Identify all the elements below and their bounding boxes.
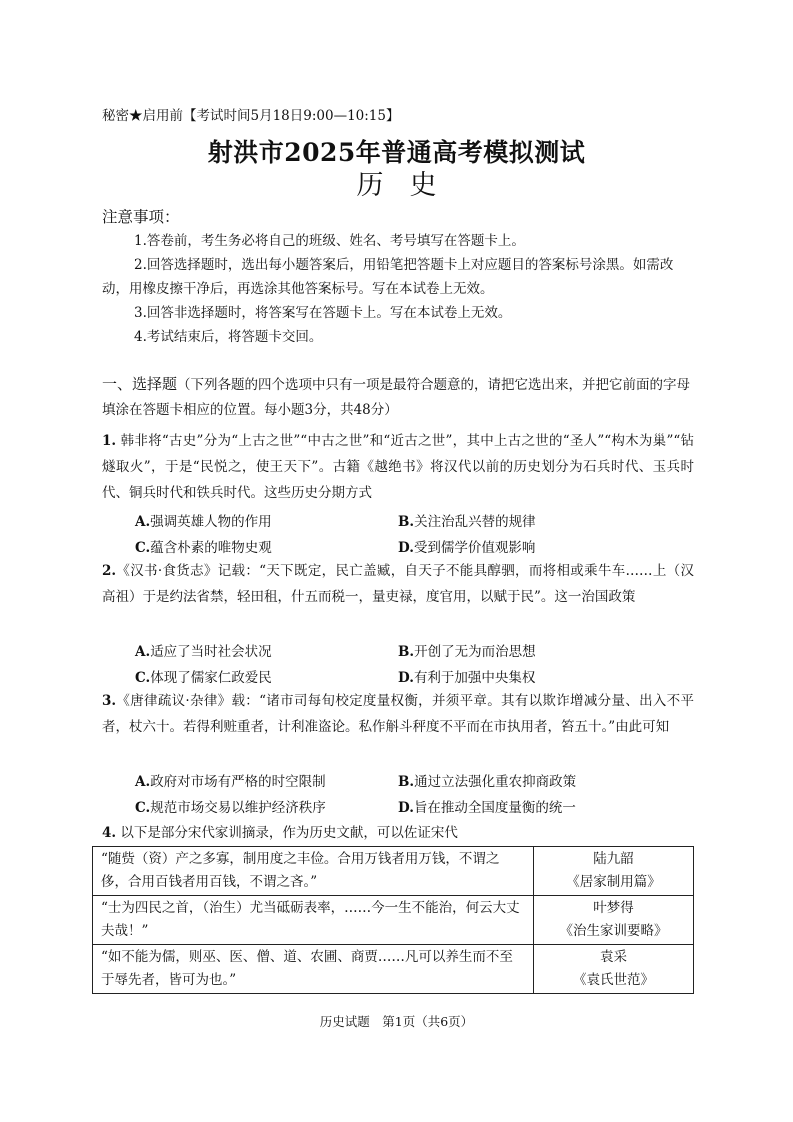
q3-option-b [398, 770, 576, 790]
section-1-instruction: （下列各题的四个选项中只有一项是最符合题意的，请把它选出来，并把它前面的字母填涂在答题卡相应的位置。每小题3分，共48分） [102, 377, 691, 418]
option-text: 旨在推动全国度量衡的统一 [413, 800, 576, 816]
option-letter: C. [135, 670, 151, 686]
quote-cell: “随赀（资）产之多寡，制用度之丰俭。合用万钱者用万钱，不谓之侈，合用百钱者用百钱，不谓之吝。” [93, 847, 534, 896]
question-3 [102, 688, 694, 740]
option-text: 通过立法强化重农抑商政策 [414, 774, 577, 790]
option-letter: A. [135, 774, 151, 790]
option-text: 关注治乱兴替的规律 [414, 514, 536, 530]
option-letter: B. [398, 514, 415, 530]
exam-title: 射洪市2025年普通高考模拟测试 [207, 138, 586, 167]
notice-item-4: 4.考试结束后，将答题卡交回。 [134, 329, 323, 345]
question-number: 4. [102, 825, 117, 841]
question-number: 1. [102, 433, 117, 449]
option-text: 受到儒学价值观影响 [413, 540, 536, 556]
q1-option-b [398, 510, 536, 530]
source-work: 《袁氏世范》 [573, 972, 654, 988]
q2-option-d [398, 666, 535, 686]
q3-option-c [135, 796, 326, 816]
quote-table [92, 846, 694, 994]
secret-note: 秘密★启用前【考试时间5月18日9:00—10:15】 [102, 108, 400, 124]
source-author: 陆九韶 [593, 851, 634, 867]
option-text: 规范市场交易以维护经济秩序 [150, 800, 326, 816]
option-letter: D. [398, 800, 414, 816]
question-4 [102, 820, 694, 846]
question-stem: 韩非将“古史”分为“上古之世”“中古之世”和“近古之世”，其中上古之世的“圣人”“构木为巢”“钻燧取火”，于是“民悦之，使王天下”。古籍《越绝书》将汉代以前的历史划分为石兵时代、玉兵时代、铜兵时代和铁兵时代。这些历史分期方式 [102, 433, 694, 501]
option-text: 强调英雄人物的作用 [150, 514, 272, 530]
option-letter: A. [135, 514, 151, 530]
source-author: 袁采 [600, 949, 627, 965]
question-number: 3. [102, 693, 117, 709]
source-author: 叶梦得 [593, 900, 634, 916]
table-row [93, 847, 694, 896]
notice-heading: 注意事项： [102, 208, 180, 226]
option-text: 蕴含朴素的唯物史观 [150, 540, 272, 556]
option-letter: D. [398, 670, 414, 686]
option-letter: A. [135, 644, 151, 660]
subject-title: 历史 [356, 170, 463, 201]
option-text: 适应了当时社会状况 [150, 644, 272, 660]
q1-option-c [135, 536, 272, 556]
quote-cell: “士为四民之首，（治生）尤当砥砺表率，……今一生不能治，何云大丈夫哉！” [93, 896, 534, 945]
source-cell [534, 945, 694, 994]
q1-option-a [135, 510, 272, 530]
quote-cell: “如不能为儒，则巫、医、僧、道、农圃、商贾……凡可以养生而不至于辱先者，皆可为也。” [93, 945, 534, 994]
notice-item-1: 1.答卷前，考生务必将自己的班级、姓名、考号填写在答题卡上。 [134, 233, 525, 249]
question-stem: 《唐律疏议·杂律》载：“诸市司每旬校定度量权衡，并须平章。其有以欺诈增减分量、出入不平者，杖六十。若得利赃重者，计利准盗论。私作斛斗秤度不平而在市执用者，笞五十。”由此可知 [102, 693, 694, 735]
source-work: 《居家制用篇》 [566, 874, 661, 890]
section-1-heading [102, 372, 694, 423]
q3-option-a [135, 770, 326, 790]
option-letter: C. [135, 800, 151, 816]
source-work: 《治生家训要略》 [559, 923, 668, 939]
q1-option-d [398, 536, 535, 556]
page-footer: 历史试题 第1页（共6页） [319, 1014, 474, 1029]
option-text: 开创了无为而治思想 [414, 644, 536, 660]
q2-option-a [135, 640, 272, 660]
option-text: 政府对市场有严格的时空限制 [150, 774, 326, 790]
table-row [93, 896, 694, 945]
section-1-label: 一、选择题 [102, 375, 178, 393]
q2-option-c [135, 666, 272, 686]
q3-option-d [398, 796, 576, 816]
q2-option-b [398, 640, 536, 660]
option-text: 有利于加强中央集权 [413, 670, 536, 686]
table-row [93, 945, 694, 994]
question-number: 2. [102, 563, 117, 579]
notice-item-3: 3.回答非选择题时，将答案写在答题卡上。写在本试卷上无效。 [134, 305, 512, 321]
question-stem: 以下是部分宋代家训摘录，作为历史文献，可以佐证宋代 [116, 825, 458, 841]
question-stem: 《汉书·食货志》记载：“天下既定，民亡盖臧，自天子不能具醇驷，而将相或乘牛车……上（汉高祖）于是约法省禁，轻田租，什五而税一，量吏禄，度官用，以赋于民”。这一治国政策 [102, 563, 694, 605]
option-text: 体现了儒家仁政爱民 [150, 670, 272, 686]
notice-item-2: 2.回答选择题时，选出每小题答案后，用铅笔把答题卡上对应题目的答案标号涂黑。如需改动，用橡皮擦干净后，再选涂其他答案标号。写在本试卷上无效。 [102, 257, 674, 297]
question-1 [102, 428, 694, 506]
option-letter: B. [398, 774, 415, 790]
source-cell [534, 896, 694, 945]
option-letter: C. [135, 540, 151, 556]
option-letter: D. [398, 540, 414, 556]
option-letter: B. [398, 644, 415, 660]
notice-list [102, 229, 694, 349]
question-2 [102, 558, 694, 610]
source-cell [534, 847, 694, 896]
